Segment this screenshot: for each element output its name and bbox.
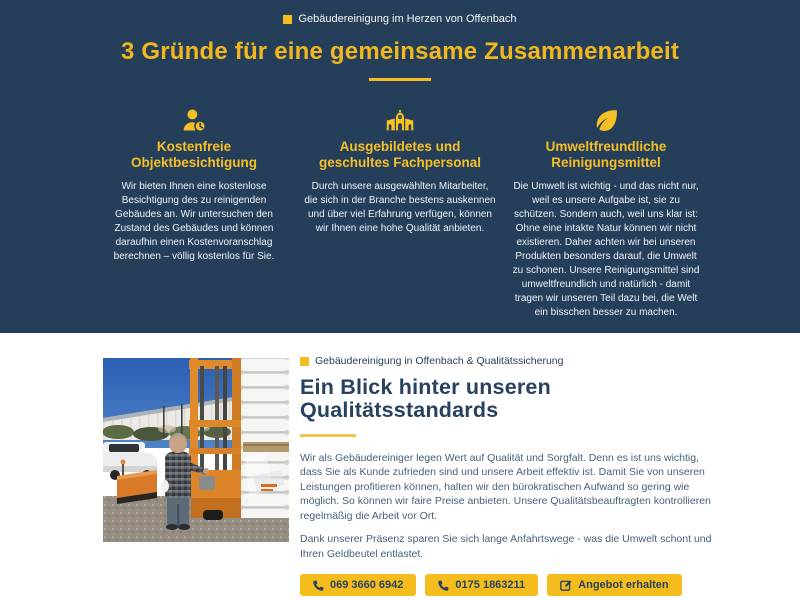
- user-clock-icon: [98, 106, 290, 132]
- quality-photo: [103, 358, 289, 542]
- feature-text: Die Umwelt ist wichtig - und das nicht nur, weil es unsere Aufgabe ist, sie zu schützen. Sondern auch, weil uns klar ist: Ohne eine intakte Natur können wir nicht existieren. Daher achten wir bei unseren Produkten besonders darauf, die Umwelt zu schonen. Unsere Reinigungsmittel sind umweltfreundlich und natürlich - damit tragen wir unseren Teil dazu bei, die Welt ein bisschen besser zu machen.: [512, 180, 700, 318]
- hero-tagline-text: Gebäudereinigung im Herzen von Offenbach: [298, 13, 517, 25]
- quality-title: Ein Blick hinter unseren Qualitätsstandards: [300, 375, 551, 422]
- feature-columns: [80, 106, 720, 320]
- accent-square-icon: [300, 357, 309, 366]
- edit-icon: [560, 579, 572, 591]
- feature-title: Ausgebildetes und geschultes Fachpersonal: [318, 139, 482, 171]
- quality-section: [0, 333, 800, 600]
- quality-content: [300, 355, 714, 596]
- get-offer-button-label: Angebot erhalten: [578, 579, 669, 592]
- hero-title: 3 Gründe für eine gemeinsame Zusammenarbeit: [120, 38, 680, 65]
- phone-button-label: 0175 1863211: [455, 579, 526, 592]
- hero-divider: [369, 78, 431, 81]
- cta-button-row: [300, 574, 714, 596]
- feature-title: Kostenfreie Objektbesichtigung: [130, 139, 257, 171]
- feature-text: Durch unsere ausgewählten Mitarbeiter, die sich in der Branche bestens auskennen und über viel Erfahrung verfügen, können wir Ihnen eine hohe Qualität anbieten.: [304, 180, 496, 234]
- phone-button-2[interactable]: [425, 574, 538, 596]
- phone-button-label: 069 3660 6942: [330, 579, 404, 592]
- accent-square-icon: [283, 15, 292, 24]
- feature-title: Umweltfreundliche Reinigungsmittel: [545, 139, 667, 171]
- phone-icon: [313, 580, 324, 591]
- phone-button-1[interactable]: [300, 574, 416, 596]
- hero-tagline: [0, 13, 800, 25]
- school-icon: [304, 106, 496, 132]
- feature-card-besichtigung: [91, 106, 297, 264]
- get-offer-button[interactable]: [547, 574, 681, 596]
- feature-card-fachpersonal: [297, 106, 503, 236]
- feature-card-reinigungsmittel: [503, 106, 709, 320]
- feature-text: Wir bieten Ihnen eine kostenlose Besichtigung des zu reinigenden Gebäudes an. Wir untersuchen den Zustand des Gebäudes und können daraufhin einen Kostenvoranschlag berechnen – völlig kostenlos für Sie.: [113, 180, 275, 262]
- quality-paragraph-1: Wir als Gebäudereiniger legen Wert auf Qualität und Sorgfalt. Denn es ist uns wichtig, dass Sie als Kunde zufrieden sind und unsere Arbeit effektiv ist. Damit Sie von unseren Leistungen profitieren können, halten wir den bürokratischen Aufwand so gering wie möglich. So können wir faire Preise anbieten. Unsere Qualitätsbeauftragten kontrollieren regelmäßig die Arbeit vor Ort.: [300, 452, 711, 522]
- quality-tagline-text: Gebäudereinigung in Offenbach & Qualitätssicherung: [315, 355, 564, 367]
- leaf-icon: [510, 106, 702, 132]
- quality-paragraph-2: Dank unserer Präsenz sparen Sie sich lange Anfahrtswege - was die Umwelt schont und Ihren Geldbeutel entlastet.: [300, 533, 712, 560]
- quality-tagline: [300, 355, 714, 367]
- quality-divider: [300, 434, 356, 437]
- sack-stack: [241, 358, 289, 518]
- phone-icon: [438, 580, 449, 591]
